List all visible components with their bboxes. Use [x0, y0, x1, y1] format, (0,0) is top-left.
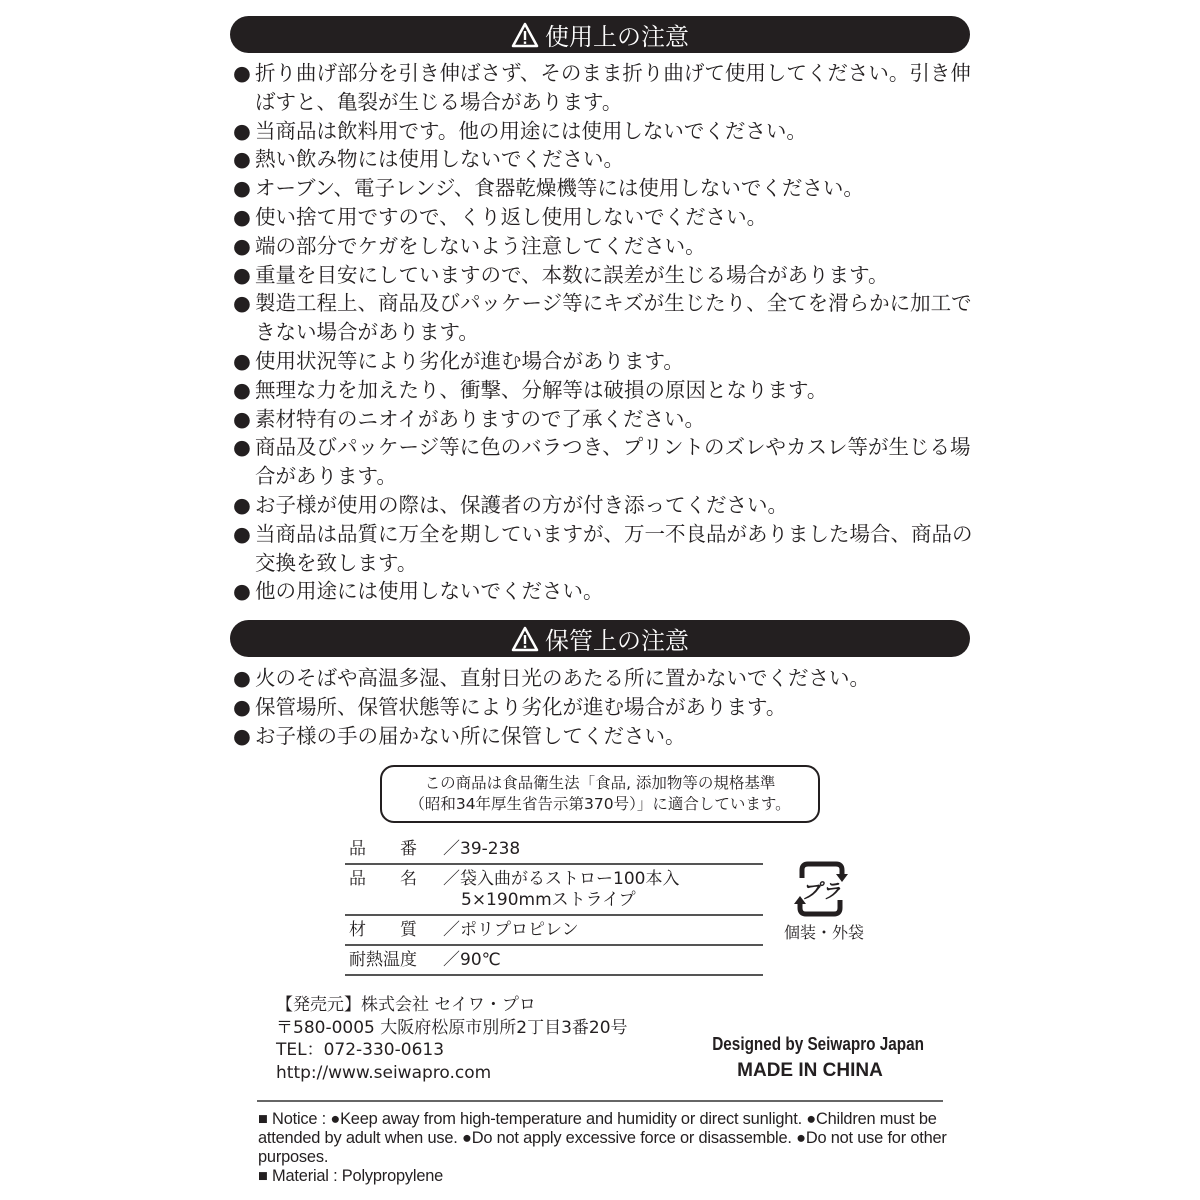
- list-item: ● 他の用途には使用しないでください。: [233, 577, 973, 606]
- seller-info: [276, 994, 628, 1084]
- spec-key: 材 質: [349, 920, 417, 940]
- english-notice: [258, 1110, 948, 1186]
- usage-title: 使用上の注意: [545, 23, 689, 51]
- seller-website: http://www.seiwapro.com: [276, 1062, 492, 1083]
- storage-title: 保管上の注意: [545, 627, 689, 655]
- spec-row: [345, 946, 763, 976]
- warning-icon: [511, 22, 539, 48]
- spec-row: [345, 835, 763, 865]
- warning-icon: [511, 626, 539, 652]
- spec-row: [345, 865, 763, 916]
- list-item: ● 使い捨て用ですので、くり返し使用しないでください。: [233, 203, 973, 232]
- notice-text: ■ Notice : ●Keep away from high-temperature and humidity or direct sunlight. ●Children must be attended by adult when use. ●Do not apply excessive force or disassemble. ●Do not use for other purposes.: [258, 1110, 947, 1166]
- seller-address: 〒580-0005 大阪府松原市別所2丁目3番20号: [276, 1017, 628, 1038]
- compliance-line: （昭和34年厚生省告示第370号）」に適合しています。: [409, 795, 791, 813]
- list-item: ● お子様が使用の際は、保護者の方が付き添ってください。: [233, 491, 973, 520]
- list-item: ● 当商品は飲料用です。他の用途には使用しないでください。: [233, 117, 973, 146]
- brand-block: [695, 1034, 925, 1082]
- storage-list: [233, 664, 973, 750]
- list-item: ● 製造工程上、商品及びパッケージ等にキズが生じたり、全てを滑らかに加工できない場合があります。: [233, 289, 973, 347]
- list-item: ● 当商品は品質に万全を期していますが、万一不良品がありました場合、商品の交換を致します。: [233, 520, 973, 578]
- spec-row: [345, 916, 763, 946]
- spec-value: ／袋入曲がるストロー100本入: [443, 869, 680, 889]
- list-item: ● 商品及びパッケージ等に色のバラつき、プリントのズレやカスレ等が生じる場合があります。: [233, 433, 973, 491]
- list-item: ● 使用状況等により劣化が進む場合があります。: [233, 347, 973, 376]
- list-item: ● 熱い飲み物には使用しないでください。: [233, 145, 973, 174]
- seller-phone: TEL：072-330-0613: [276, 1040, 445, 1061]
- divider: [257, 1100, 943, 1102]
- list-item: ● 折り曲げ部分を引き伸ばさず、そのまま折り曲げて使用してください。引き伸ばすと、亀裂が生じる場合があります。: [233, 59, 973, 117]
- usage-list: [233, 59, 973, 606]
- usage-header: [230, 16, 970, 53]
- list-item: ● 重量を目安にしていますので、本数に誤差が生じる場合があります。: [233, 261, 973, 290]
- spec-key: 品 名: [349, 869, 417, 889]
- made-in: MADE IN CHINA: [737, 1060, 883, 1081]
- spec-value-2: 5×190mmストライプ: [461, 890, 636, 910]
- designed-by: Designed by Seiwapro Japan: [712, 1034, 924, 1054]
- list-item: ● 無理な力を加えたり、衝撃、分解等は破損の原因となります。: [233, 376, 973, 405]
- list-item: ● オーブン、電子レンジ、食器乾燥機等には使用しないでください。: [233, 174, 973, 203]
- recycle-pla-icon: [790, 860, 852, 918]
- spec-value: ／39-238: [443, 839, 521, 859]
- list-item: ● 素材特有のニオイがありますので了承ください。: [233, 405, 973, 434]
- spec-key: 品 番: [349, 839, 417, 859]
- spec-value: ／90℃: [443, 950, 501, 970]
- list-item: ● 端の部分でケガをしないよう注意してください。: [233, 232, 973, 261]
- spec-value: ／ポリプロピレン: [443, 920, 579, 940]
- spec-table: [345, 835, 763, 976]
- compliance-line: この商品は食品衛生法「食品, 添加物等の規格基準: [424, 774, 776, 792]
- recycle-caption: 個装・外袋: [784, 923, 865, 942]
- recycle-mark: プラ: [801, 879, 841, 903]
- compliance-box: [380, 765, 820, 823]
- material-text: ■ Material : Polypropylene: [258, 1167, 444, 1185]
- seller-name: 【発売元】株式会社 セイワ・プロ: [276, 995, 536, 1015]
- storage-header: [230, 620, 970, 657]
- list-item: ● 保管場所、保管状態等により劣化が進む場合があります。: [233, 693, 973, 722]
- list-item: ● お子様の手の届かない所に保管してください。: [233, 722, 973, 751]
- spec-key: 耐熱温度: [349, 950, 417, 970]
- list-item: ● 火のそばや高温多湿、直射日光のあたる所に置かないでください。: [233, 664, 973, 693]
